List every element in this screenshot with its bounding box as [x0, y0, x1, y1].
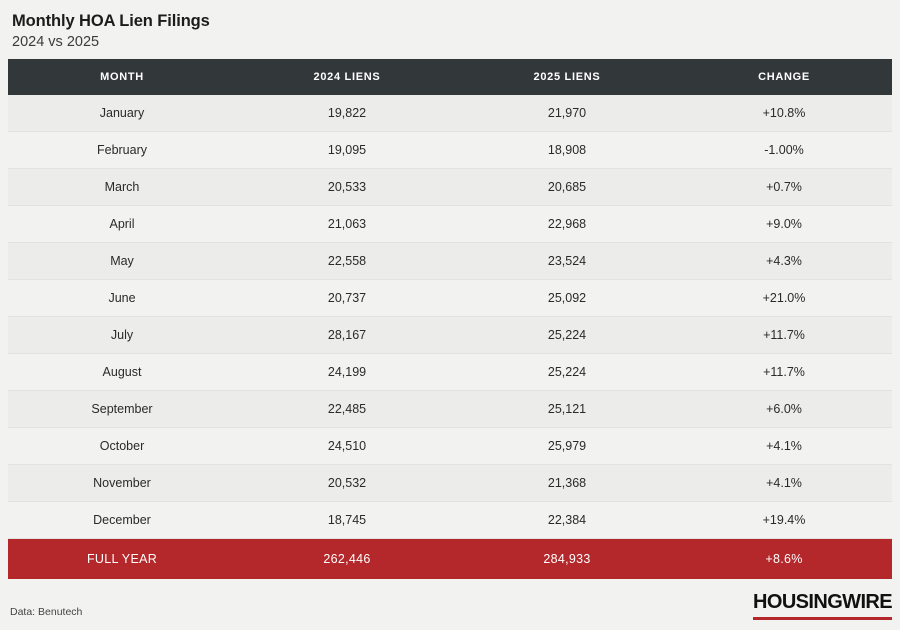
cell-2025-liens: 25,121 [458, 390, 676, 427]
cell-2024-liens: 21,063 [236, 205, 458, 242]
cell-2024-liens: 18,745 [236, 501, 458, 538]
table-header [8, 59, 892, 95]
column-header-2025-liens: 2025 LIENS [458, 59, 676, 95]
cell-2025-liens: 21,368 [458, 464, 676, 501]
table-row [8, 316, 892, 353]
cell-2025-liens: 20,685 [458, 168, 676, 205]
table-row [8, 205, 892, 242]
cell-2025-liens: 25,092 [458, 279, 676, 316]
column-header-2024-liens: 2024 LIENS [236, 59, 458, 95]
cell-month: November [8, 464, 236, 501]
table-row [8, 279, 892, 316]
table-row [8, 242, 892, 279]
table-row [8, 353, 892, 390]
cell-2025-liens: 18,908 [458, 131, 676, 168]
cell-2024-liens: 24,199 [236, 353, 458, 390]
page-title: Monthly HOA Lien Filings [12, 12, 210, 30]
cell-month: October [8, 427, 236, 464]
cell-2024-liens: 20,737 [236, 279, 458, 316]
table-row [8, 95, 892, 132]
cell-change: +4.3% [676, 242, 892, 279]
page-subtitle: 2024 vs 2025 [12, 33, 100, 50]
data-source-label: Data: Benutech [10, 605, 83, 618]
cell-change: +11.7% [676, 353, 892, 390]
cell-month: December [8, 501, 236, 538]
table-row [8, 168, 892, 205]
cell-2024-liens: 22,485 [236, 390, 458, 427]
cell-total-2024-liens: 262,446 [236, 538, 458, 579]
cell-change: +11.7% [676, 316, 892, 353]
cell-change: +6.0% [676, 390, 892, 427]
cell-2025-liens: 23,524 [458, 242, 676, 279]
cell-2025-liens: 25,979 [458, 427, 676, 464]
cell-change: +21.0% [676, 279, 892, 316]
cell-2024-liens: 19,095 [236, 131, 458, 168]
cell-change: -1.00% [676, 131, 892, 168]
table-row [8, 390, 892, 427]
cell-2024-liens: 20,533 [236, 168, 458, 205]
column-header-change: CHANGE [676, 59, 892, 95]
cell-month: July [8, 316, 236, 353]
cell-month: September [8, 390, 236, 427]
cell-2024-liens: 22,558 [236, 242, 458, 279]
cell-2024-liens: 28,167 [236, 316, 458, 353]
cell-2024-liens: 20,532 [236, 464, 458, 501]
cell-month: January [8, 95, 236, 132]
cell-change: +19.4% [676, 501, 892, 538]
table-row [8, 501, 892, 538]
cell-2025-liens: 22,384 [458, 501, 676, 538]
cell-month: May [8, 242, 236, 279]
cell-month: March [8, 168, 236, 205]
cell-change: +10.8% [676, 95, 892, 132]
cell-change: +4.1% [676, 464, 892, 501]
column-header-month: MONTH [8, 59, 236, 95]
cell-2024-liens: 24,510 [236, 427, 458, 464]
title-block [8, 10, 892, 59]
table-row [8, 427, 892, 464]
cell-month: August [8, 353, 236, 390]
cell-2025-liens: 25,224 [458, 353, 676, 390]
cell-change: +9.0% [676, 205, 892, 242]
cell-change: +4.1% [676, 427, 892, 464]
cell-total-label: FULL YEAR [8, 538, 236, 579]
cell-change: +0.7% [676, 168, 892, 205]
cell-month: February [8, 131, 236, 168]
cell-total-change: +8.6% [676, 538, 892, 579]
cell-2024-liens: 19,822 [236, 95, 458, 132]
table-total-row [8, 538, 892, 579]
table-row [8, 464, 892, 501]
cell-month: April [8, 205, 236, 242]
table-body [8, 95, 892, 579]
cell-total-2025-liens: 284,933 [458, 538, 676, 579]
housingwire-logo: HOUSINGWIRE [753, 591, 892, 618]
lien-filings-table [8, 59, 892, 579]
cell-2025-liens: 25,224 [458, 316, 676, 353]
table-header-row [8, 59, 892, 95]
cell-2025-liens: 22,968 [458, 205, 676, 242]
footer [8, 579, 892, 618]
table-row [8, 131, 892, 168]
cell-month: June [8, 279, 236, 316]
cell-2025-liens: 21,970 [458, 95, 676, 132]
